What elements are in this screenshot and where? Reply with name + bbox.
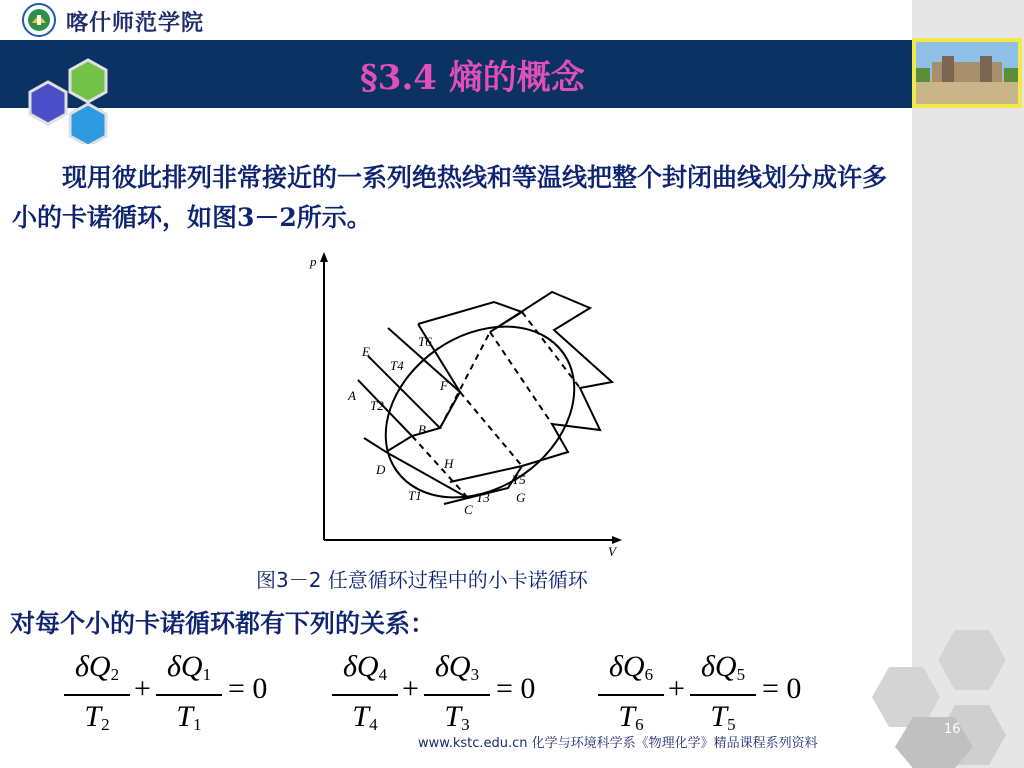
eq1-rhs: = 0	[228, 672, 268, 705]
eq1-num1-sub: 2	[110, 665, 120, 684]
eq3-plus: +	[668, 672, 685, 705]
eq3-den2-sub: 5	[727, 715, 736, 734]
label-E: E	[362, 344, 370, 359]
eq2-num2-sub: 3	[470, 665, 480, 684]
label-T1: T1	[408, 488, 422, 503]
dashed-adiabat-4	[522, 312, 580, 388]
carnot-cycle-3	[386, 452, 468, 504]
label-T3: T3	[476, 490, 490, 505]
page-number: 16	[944, 722, 961, 737]
eq2-num1-sub: 4	[378, 665, 388, 684]
paragraph-text: 现用彼此排列非常接近的一系列绝热线和等温线把整个封闭曲线划分成许多小的卡诺循环，如图3－2所示。	[12, 163, 888, 232]
eq2-den1-sub: 4	[369, 715, 378, 734]
label-F: F	[440, 378, 448, 393]
footer-text: 化学与环境科学系《物理化学》精品课程系列资料	[531, 736, 818, 751]
eq3-den1: T	[618, 700, 636, 733]
label-T4: T4	[390, 358, 404, 373]
label-T5: T5	[512, 472, 526, 487]
eq3-num1: δQ	[608, 650, 645, 683]
college-emblem-icon	[22, 3, 56, 37]
dashed-adiabat-3	[490, 332, 552, 424]
label-T2: T2	[370, 398, 384, 413]
eq1-den1-sub: 2	[101, 715, 110, 734]
equation-1	[62, 650, 282, 750]
eq3-rhs: = 0	[762, 672, 802, 705]
eq1-den2-sub: 1	[193, 715, 202, 734]
eq2-den1: T	[352, 700, 370, 733]
eq2-num2: δQ	[434, 650, 471, 683]
body-paragraph	[12, 158, 902, 238]
eq1-den1: T	[84, 700, 102, 733]
eq2-plus: +	[402, 672, 419, 705]
figure-caption: 图3－2 任意循环过程中的小卡诺循环	[256, 568, 588, 592]
label-G: G	[516, 490, 526, 505]
eq1-num2-sub: 1	[202, 665, 212, 684]
dashed-adiabat-2	[460, 392, 522, 466]
axis-label-v: V	[608, 544, 616, 559]
label-A: A	[348, 388, 356, 403]
hexagon-corner-decoration-icon	[855, 625, 1024, 768]
label-H: H	[444, 456, 454, 471]
relation-text: 对每个小的卡诺循环都有下列的关系：	[10, 609, 436, 638]
label-C: C	[464, 502, 473, 517]
eq1-num2: δQ	[166, 650, 203, 683]
eq1-plus: +	[134, 672, 151, 705]
eq3-num2: δQ	[700, 650, 737, 683]
carnot-cycle-figure	[300, 252, 640, 562]
eq1-num1: δQ	[74, 650, 111, 683]
footer	[418, 732, 818, 751]
label-B: B	[418, 422, 426, 437]
hexagon-decoration-icon	[12, 44, 132, 144]
eq1-den2: T	[176, 700, 194, 733]
label-T6: T6	[418, 334, 432, 349]
carnot-cycle-2	[368, 356, 440, 436]
label-D: D	[376, 462, 386, 477]
eq3-num1-sub: 6	[644, 665, 654, 684]
footer-url[interactable]: www.kstc.edu.cn	[418, 736, 528, 751]
eq2-den2-sub: 3	[461, 715, 470, 734]
logo-area	[0, 0, 912, 40]
eq2-num1: δQ	[342, 650, 379, 683]
eq3-num2-sub: 5	[736, 665, 746, 684]
eq2-rhs: = 0	[496, 672, 536, 705]
slide-title: §3.4 熵的概念	[360, 58, 585, 98]
college-name: 喀什师范学院	[66, 10, 205, 36]
axis-label-p: p	[310, 254, 317, 269]
eq3-den2: T	[710, 700, 728, 733]
campus-photo	[912, 38, 1022, 108]
eq3-den1-sub: 6	[635, 715, 644, 734]
eq2-den2: T	[444, 700, 462, 733]
